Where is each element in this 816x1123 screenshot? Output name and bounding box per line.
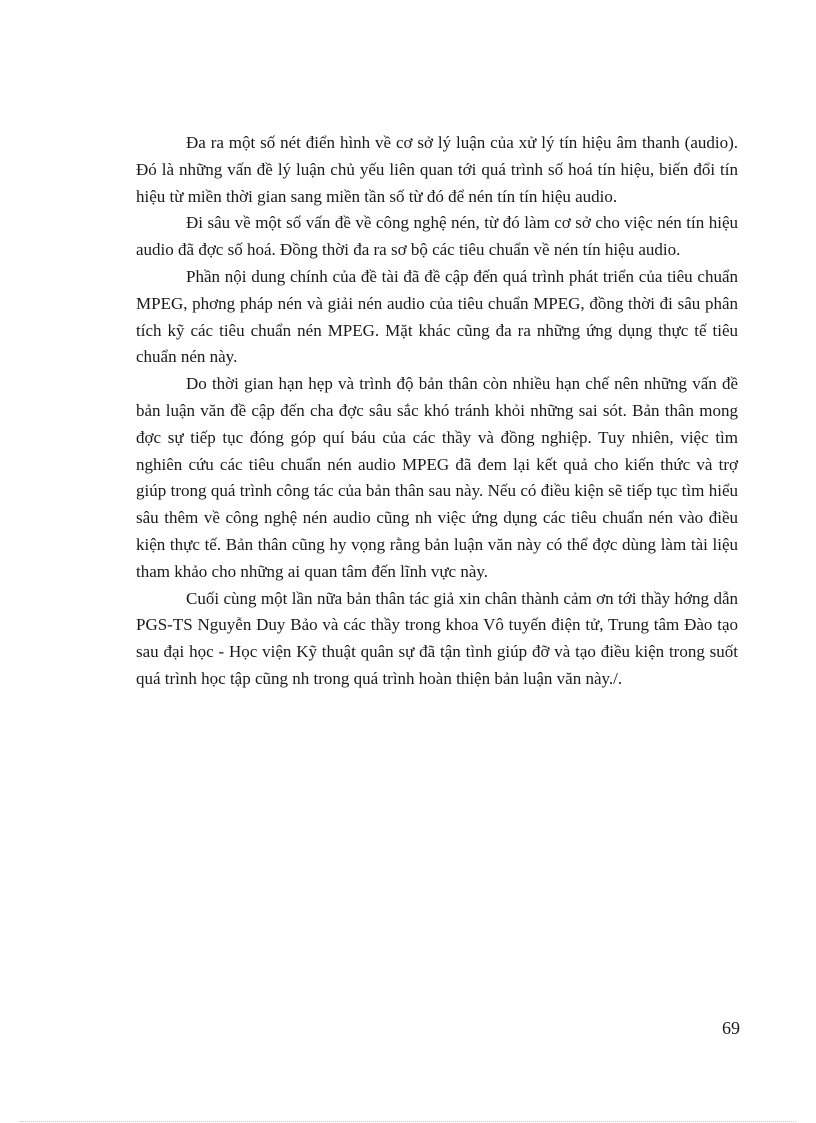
body-text — [136, 130, 738, 693]
footer-divider — [20, 1121, 796, 1122]
paragraph-3: Phần nội dung chính của đề tài đã đề cập đến quá trình phát triển của tiêu chuẩn MPEG, phơng pháp nén và giải nén audio của tiêu chuẩn MPEG, đồng thời đi sâu phân tích kỹ các tiêu chuẩn nén MPEG. Mặt khác cũng đa ra những ứng dụng thực tế tiêu chuẩn nén này. — [136, 266, 738, 367]
page-number: 69 — [722, 1018, 740, 1038]
paragraph-4: Do thời gian hạn hẹp và trình độ bản thân còn nhiều hạn chế nên những vấn đề bản luận văn đề cập đến cha đợc sâu sắc khó tránh khỏi những sai sót. Bản thân mong đợc sự tiếp tục đóng góp quí báu của các thầy và đồng nghiệp. Tuy nhiên, việc tìm nghiên cứu các tiêu chuẩn nén audio MPEG đã đem lại kết quả cho kiến thức và trợ giúp trong quá trình công tác của bản thân sau này. Nếu có điều kiện sẽ tiếp tục tìm hiểu sâu thêm về công nghệ nén audio cũng nh việc ứng dụng các tiêu chuẩn nén vào điều kiện thực tế. Bản thân cũng hy vọng rằng bản luận văn này có thể đợc dùng làm tài liệu tham khảo cho những ai quan tâm đến lĩnh vực này. — [136, 374, 738, 581]
paragraph-1: Đa ra một số nét điển hình về cơ sở lý luận của xử lý tín hiệu âm thanh (audio). Đó là những vấn đề lý luận chủ yếu liên quan tới quá trình số hoá tín hiệu, biến đổi tín hiệu từ miền thời gian sang miền tần số từ đó để nén tín tín hiệu audio. — [136, 133, 738, 206]
paragraph-2: Đi sâu về một số vấn đề về công nghệ nén, từ đó làm cơ sở cho việc nén tín hiệu audio đã đợc số hoá. Đồng thời đa ra sơ bộ các tiêu chuẩn về nén tín hiệu audio. — [136, 213, 738, 260]
paragraph-5: Cuối cùng một lần nữa bản thân tác giả xin chân thành cảm ơn tới thầy hớng dẫn PGS-TS Nguyễn Duy Bảo và các thầy trong khoa Vô tuyến điện tử, Trung tâm Đào tạo sau đại học - Học viện Kỹ thuật quân sự đã tận tình giúp đỡ và tạo điều kiện trong suốt quá trình học tập cũng nh trong quá trình hoàn thiện bản luận văn này./. — [136, 588, 738, 688]
